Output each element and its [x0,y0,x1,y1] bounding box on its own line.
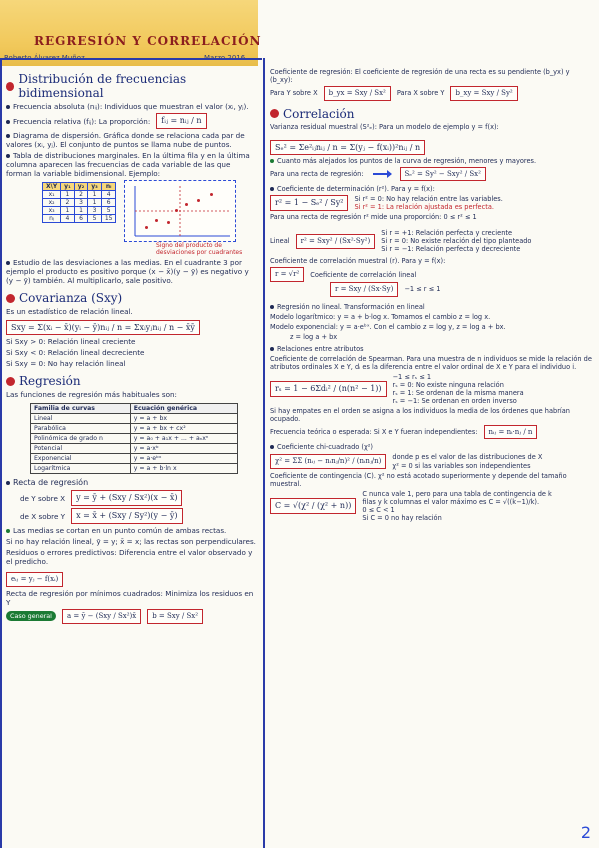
independence-text: Frecuencia teórica o esperada: Si X e Y fueran independientes: [270,428,478,437]
closeness-text: Cuanto más alejados los puntos de la curva de regresión, menores y mayores. [270,157,594,165]
section-covariance-title: Covarianza (Sxy) [19,291,123,305]
table-cell: y = a·eᵇˣ [130,454,237,464]
table-cell: Lineal [31,414,131,424]
least-squares-formulas [6,609,258,624]
r-range: −1 ≤ r ≤ 1 [404,285,441,294]
column-divider [263,58,265,848]
table-header-cell: Ecuación genérica [130,404,237,414]
table-cell: 6 [74,215,88,223]
y-on-x-formula: y = ȳ + (Sxy / Sx²)(x − x̄) [71,490,182,506]
chi-formula: χ² = ΣΣ (nᵢⱼ − nᵢnⱼ/n)² / (nᵢnⱼ/n) [270,454,386,469]
pearson-row [270,267,594,282]
residual-variance-formula: Sₑ² = Σe²ᵢⱼnᵢⱼ / n = Σ(yⱼ − f(xᵢ))²nᵢⱼ / n [270,140,425,155]
x-on-y-row [20,508,258,524]
linear-determination-row [270,229,594,253]
red-bullet-icon [6,82,14,91]
table-cell: Potencial [31,444,131,454]
rel-freq-formula: fᵢⱼ = nᵢⱼ / n [156,113,206,129]
curve-family-header [31,404,238,414]
section-regression-title: Regresión [19,374,81,388]
table-cell: Parabólica [31,424,131,434]
table-cell: 1 [88,199,102,207]
contingency-text: Coeficiente de contingencia (C). χ² no está acotado superiormente y depende del tamaño muestral. [270,471,567,488]
deviations-text: Estudio de las desviaciones a las medias. En el cuadrante 3 por ejemplo el producto es positivo porque (x − x̄)(y − ȳ) es negativo y (y − ȳ) también. Al multiplicarlo, sale positivo. [6,258,249,285]
section-correlation-title: Correlación [283,106,355,121]
table-row [43,199,116,207]
marginal-table [42,182,116,223]
spearman-case: rₛ = 0: No existe ninguna relación [392,380,504,389]
pearson-note: Coeficiente de correlación lineal [310,270,417,279]
regression-coef-row [270,86,594,101]
table-cell: 2 [74,191,88,199]
byx-formula: b_yx = Sxy / Sx² [324,86,391,101]
table-cell: 6 [101,199,116,207]
table-cell: y = a·xᵇ [130,444,237,454]
linear-cases [381,229,531,253]
page-title: REGRESIÓN Y CORRELACIÓN [34,34,262,48]
regression-coef-text: Coeficiente de regresión: El coeficiente de regresión de una recta es su pendiente (b_yx) y (b_xy): [270,68,570,85]
contingency-zero: Si C = 0 no hay relación [362,513,442,522]
spearman-text: Coeficiente de correlación de Spearman. Para una muestra de n individuos se mide la relación de atributos ordinales X e Y, dᵢ es la diferencia entre el valor ordinal de X e Y para el individuo i. [270,354,592,371]
table-row [31,464,238,474]
determination-cases [354,195,502,211]
red-bullet-icon [270,109,279,118]
section-regression [6,374,258,388]
zero-note: Si no hay relación lineal, ȳ = y; x̄ = x; las rectas son perpendiculares. [6,537,256,546]
residual-variance-text: Varianza residual muestral (S²ₑ): Para un modelo de ejemplo y = f(x): [270,122,499,131]
table-cell: 4 [101,191,116,199]
contingency-row [270,490,594,522]
general-case-badge: Caso general [6,611,56,621]
determination-note: Para una recta de regresión r² mide una proporción: 0 ≤ r² ≤ 1 [270,213,477,222]
marginal-table-header [43,183,116,191]
independence-row [270,425,594,440]
curve-family-table [30,403,238,474]
table-header-cell: y₃ [88,183,102,191]
determination-title: Coeficiente de determinación (r²). Para y = f(x): [270,185,594,193]
bullet-dot-icon [6,105,10,109]
top-rule-line [0,58,262,60]
slope-formula: b = Sxy / Sx² [147,609,203,624]
y-on-x-row [20,490,258,506]
bullet-dot-icon [6,154,10,158]
contingency-note: C nunca vale 1, pero para una tabla de contingencia de k filas y k columnas el valor máximo es C = √((k−1)/k). [362,489,552,506]
least-squares-text: Recta de regresión por mínimos cuadrados: Minimiza los residuos en Y [6,588,254,607]
spearman-case: −1 ≤ rₛ ≤ 1 [392,372,432,381]
table-cell: y = a + bx + cx² [130,424,237,434]
section-correlation [270,107,594,121]
table-cell: x₁ [43,191,61,199]
bullet-dot-icon [270,445,274,449]
linear-case: Si r = 0: No existe relación del tipo planteado [381,237,532,246]
line-variance-row [270,167,594,182]
r-formula: r = Sxy / (Sx·Sy) [330,282,398,297]
spearman-case: rₛ = −1: Se ordenan en orden inverso [392,396,517,405]
exp-model-formula: z = log a + bx [290,332,338,341]
xy-label: Para X sobre Y [396,89,445,98]
chi-zero-note: χ² = 0 si las variables son independientes [392,461,531,470]
spearman-formula: rₛ = 1 − 6Σdᵢ² / (n(n² − 1)) [270,381,387,397]
log-model-text: Modelo logarítmico: y = a + b·log x. Tomamos el cambio z = log x. [270,312,491,321]
bullet-dot-icon [6,261,10,265]
scatter-axes [125,181,235,241]
regression-line-title: Recta de regresión [6,478,258,488]
table-row [43,207,116,215]
residual-formula: eᵢⱼ = yⱼ − f(xᵢ) [6,572,63,587]
yx-label: Para Y sobre X [270,89,318,98]
section-distribution [6,72,258,100]
spearman-case: rₛ = 1: Se ordenan de la misma manera [392,388,524,397]
table-text: Tabla de distribuciones marginales. En la última fila y en la última columna aparecen las frecuencias de cada variable de las que forman la variable bidimensional. Ejemplo: [6,151,250,178]
bxy-formula: b_xy = Sxy / Sy² [450,86,517,101]
table-cell: Exponencial [31,454,131,464]
contingency-range: 0 ≤ C < 1 [362,505,395,514]
means-note: Las medias se cortan en un punto común de ambas rectas. [6,526,258,535]
chi-notes [392,453,542,469]
covariance-formula: Sxy = Σ(xᵢ − x̄)(yᵢ − ȳ)nᵢⱼ / n = Σxᵢyⱼnᵢⱼ / n − x̄ȳ [6,320,200,335]
table-cell: 3 [88,207,102,215]
x-on-y-label: de X sobre Y [20,511,66,521]
covariance-intro: Es un estadístico de relación lineal. [6,307,133,316]
table-cell: x₃ [43,207,61,215]
linear-case: Si r = −1: Relación perfecta y decreciente [381,245,521,254]
table-cell: 2 [61,199,75,207]
residuals-row [6,548,258,587]
intercept-formula: a = ȳ − (Sxy / Sx²)x̄ [62,609,141,624]
table-cell: y = a + b·ln x [130,464,237,474]
linear-determination-formula: r² = Sxy² / (Sx²·Sy²) [296,234,376,249]
chart-note: Signo del producto de desviaciones por cuadrantes [156,242,243,256]
bullet-dot-icon [270,187,274,191]
table-row [31,424,238,434]
abs-freq-text: Frecuencia absoluta (nᵢⱼ): Individuos que muestran el valor (xᵢ, yⱼ). [6,102,258,111]
table-cell: 15 [101,215,116,223]
bullet-dot-icon [270,305,274,309]
table-row [43,191,116,199]
exp-model-text: Modelo exponencial: y = a·eᵇˣ. Con el cambio z = log y, z = log a + bx. [270,322,506,331]
expected-frequency-formula: nᵢⱼ = nᵢ·nⱼ / n [484,425,538,440]
table-row [31,414,238,424]
table-row [31,444,238,454]
table-cell: nⱼ [43,215,61,223]
attributes-title: Relaciones entre atributos [270,345,594,353]
r-formula-row [270,282,594,297]
page-number: 2 [580,823,591,842]
green-dot-icon [6,529,10,533]
table-header-cell: X\Y [43,183,61,191]
table-header-cell: y₂ [74,183,88,191]
scatter-plot-sketch [124,180,236,242]
x-on-y-formula: x = x̄ + (Sxy / Sy²)(y − ȳ) [71,508,182,524]
pearson-text: Coeficiente de correlación muestral (r). Para y = f(x): [270,257,446,266]
table-cell: 5 [88,215,102,223]
determination-case: Si r² = 0: No hay relación entre las variables. [354,195,503,204]
left-border-line [0,58,2,848]
example-visuals [30,180,258,242]
green-dot-icon [270,159,274,163]
covariance-case-negative: Si Sxy < 0: Relación lineal decreciente [6,348,145,357]
left-column [6,66,258,626]
bullet-dot-icon [6,120,10,124]
scatter-text: Diagrama de dispersión. Gráfica donde se relaciona cada par de valores (xᵢ, yⱼ). El conjunto de puntos se llama nube de puntos. [6,131,245,149]
linear-case: Si r = +1: Relación perfecta y creciente [381,229,513,238]
table-cell: y = a + bx [130,414,237,424]
spearman-cases [393,373,524,405]
pearson-formula: r = √r² [270,267,304,282]
bullet-dot-icon [270,347,274,351]
residual-variance-row [270,135,594,155]
table-cell: y = a₀ + a₁x + ... + aₙxⁿ [130,434,237,444]
red-bullet-icon [6,377,15,386]
right-column [270,66,594,522]
red-bullet-icon [6,294,15,303]
determination-case: Si r² = 1: La relación ajustada es perfecta. [354,203,494,212]
table-row [43,215,116,223]
residuals-text: Residuos o errores predictivos: Diferencia entre el valor observado y el predicho. [6,548,253,566]
linear-label: Lineal [270,237,290,246]
spearman-row [270,373,594,405]
table-cell: 3 [74,199,88,207]
table-row [31,454,238,464]
bullet-dot-icon [6,134,10,138]
chi-row [270,453,594,469]
nonlinear-title: Regresión no lineal. Transformación en lineal [270,303,594,311]
chi-title: Coeficiente chi-cuadrado (χ²) [270,443,594,451]
determination-formula: r² = 1 − Sₑ² / Sy² [270,195,348,211]
bullet-dot-icon [6,481,10,485]
ties-text: Si hay empates en el orden se asigna a los individuos la media de los órdenes que habrían ocupado. [270,406,570,423]
contingency-formula: C = √(χ² / (χ² + n)) [270,498,356,514]
table-header-cell: y₁ [61,183,75,191]
covariance-formula-row [6,320,258,335]
contingency-notes [362,490,562,522]
y-on-x-label: de Y sobre X [20,493,66,503]
arrow-right-icon [373,173,391,175]
covariance-case-zero: Si Sxy = 0: No hay relación lineal [6,359,126,368]
regression-intro: Las funciones de regresión más habituales son: [6,390,177,399]
section-distribution-title: Distribución de frecuencias bidimensional [18,72,187,100]
table-cell: x₂ [43,199,61,207]
table-cell: 1 [61,191,75,199]
determination-row [270,195,594,211]
table-cell: Logarítmica [31,464,131,474]
covariance-case-positive: Si Sxy > 0: Relación lineal creciente [6,337,136,346]
table-cell: 4 [61,215,75,223]
table-header-cell: Familia de curvas [31,404,131,414]
line-variance-label: Para una recta de regresión: [270,169,364,178]
table-cell: 1 [74,207,88,215]
table-row [31,434,238,444]
rel-freq-row: Frecuencia relativa (fᵢⱼ): La proporción: fᵢⱼ = nᵢⱼ / n [6,113,258,129]
table-cell: 1 [88,191,102,199]
table-cell: 5 [101,207,116,215]
chi-note: donde p es el valor de las distribuciones de X [392,453,543,462]
table-cell: 1 [61,207,75,215]
line-variance-formula: Sₑ² = Sy² − Sxy² / Sx² [400,167,486,182]
table-cell: Polinómica de grado n [31,434,131,444]
table-header-cell: nᵢ [101,183,116,191]
section-covariance [6,291,258,305]
